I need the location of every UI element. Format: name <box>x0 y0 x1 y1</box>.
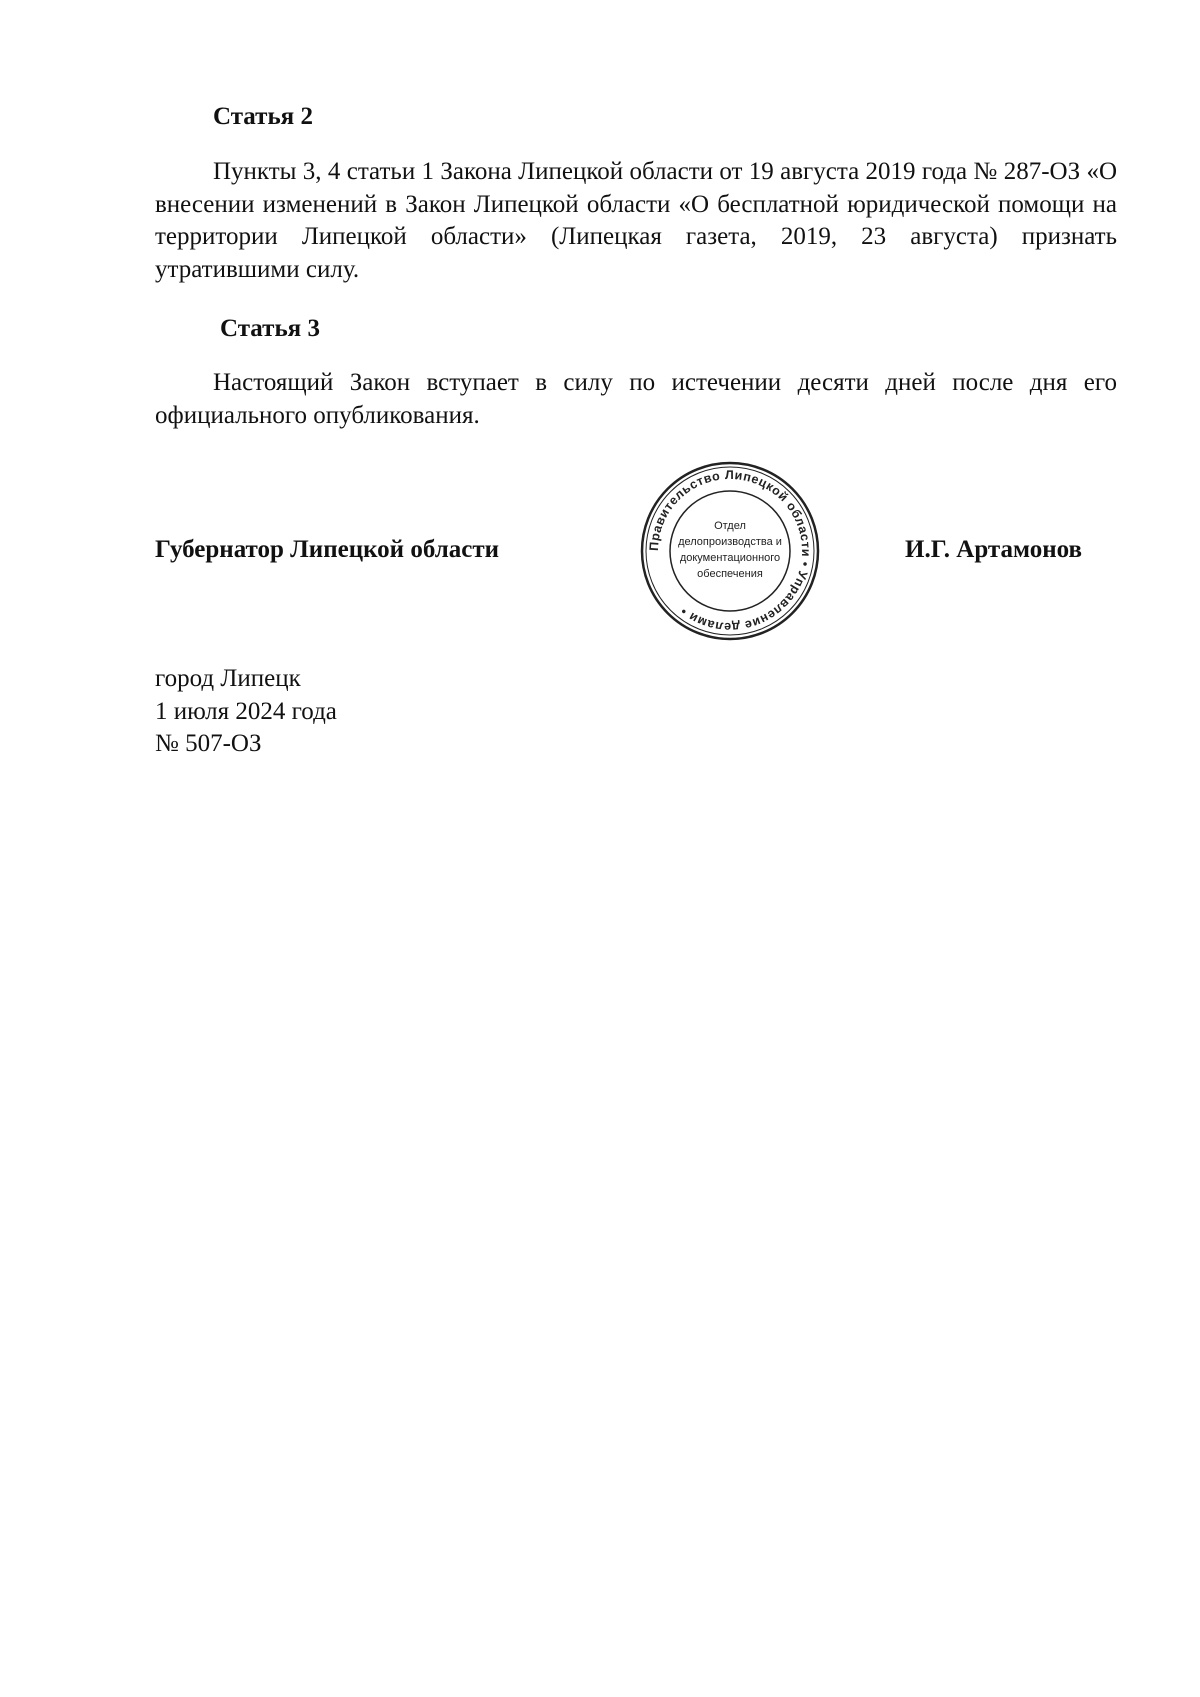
city-label: город Липецк <box>155 665 301 692</box>
seal-outer-text: Правительство Липецкой области • Управление делами • <box>646 467 814 635</box>
seal-inner-line: обеспечения <box>697 568 763 580</box>
seal-inner-line: делопроизводства и <box>678 536 782 548</box>
article-3-text: Настоящий Закон вступает в силу по истечении десяти дней после дня его официального опубликования. <box>155 369 1117 429</box>
document-footer <box>155 663 337 761</box>
seal-inner-line: документационного <box>679 552 781 564</box>
law-number: № 507-ОЗ <box>155 730 262 757</box>
signature-position: Губернатор Липецкой области <box>155 536 500 563</box>
official-seal <box>640 461 820 641</box>
date-label: 1 июля 2024 года <box>155 697 337 725</box>
article-2-heading: Статья 2 <box>213 103 313 130</box>
signatory-name: И.Г. Артамонов <box>905 536 1082 563</box>
article-3-heading: Статья 3 <box>220 315 320 342</box>
article-2-text: Пункты 3, 4 статьи 1 Закона Липецкой области от 19 августа 2019 года № 287-ОЗ «О внесении изменений в Закон Липецкой области «О бесплатной юридической помощи на территории Липецкой области» (Липецкая газета, 2019, 23 августа) признать утратившими силу. <box>155 158 1117 283</box>
seal-inner-line: Отдел <box>714 520 746 532</box>
